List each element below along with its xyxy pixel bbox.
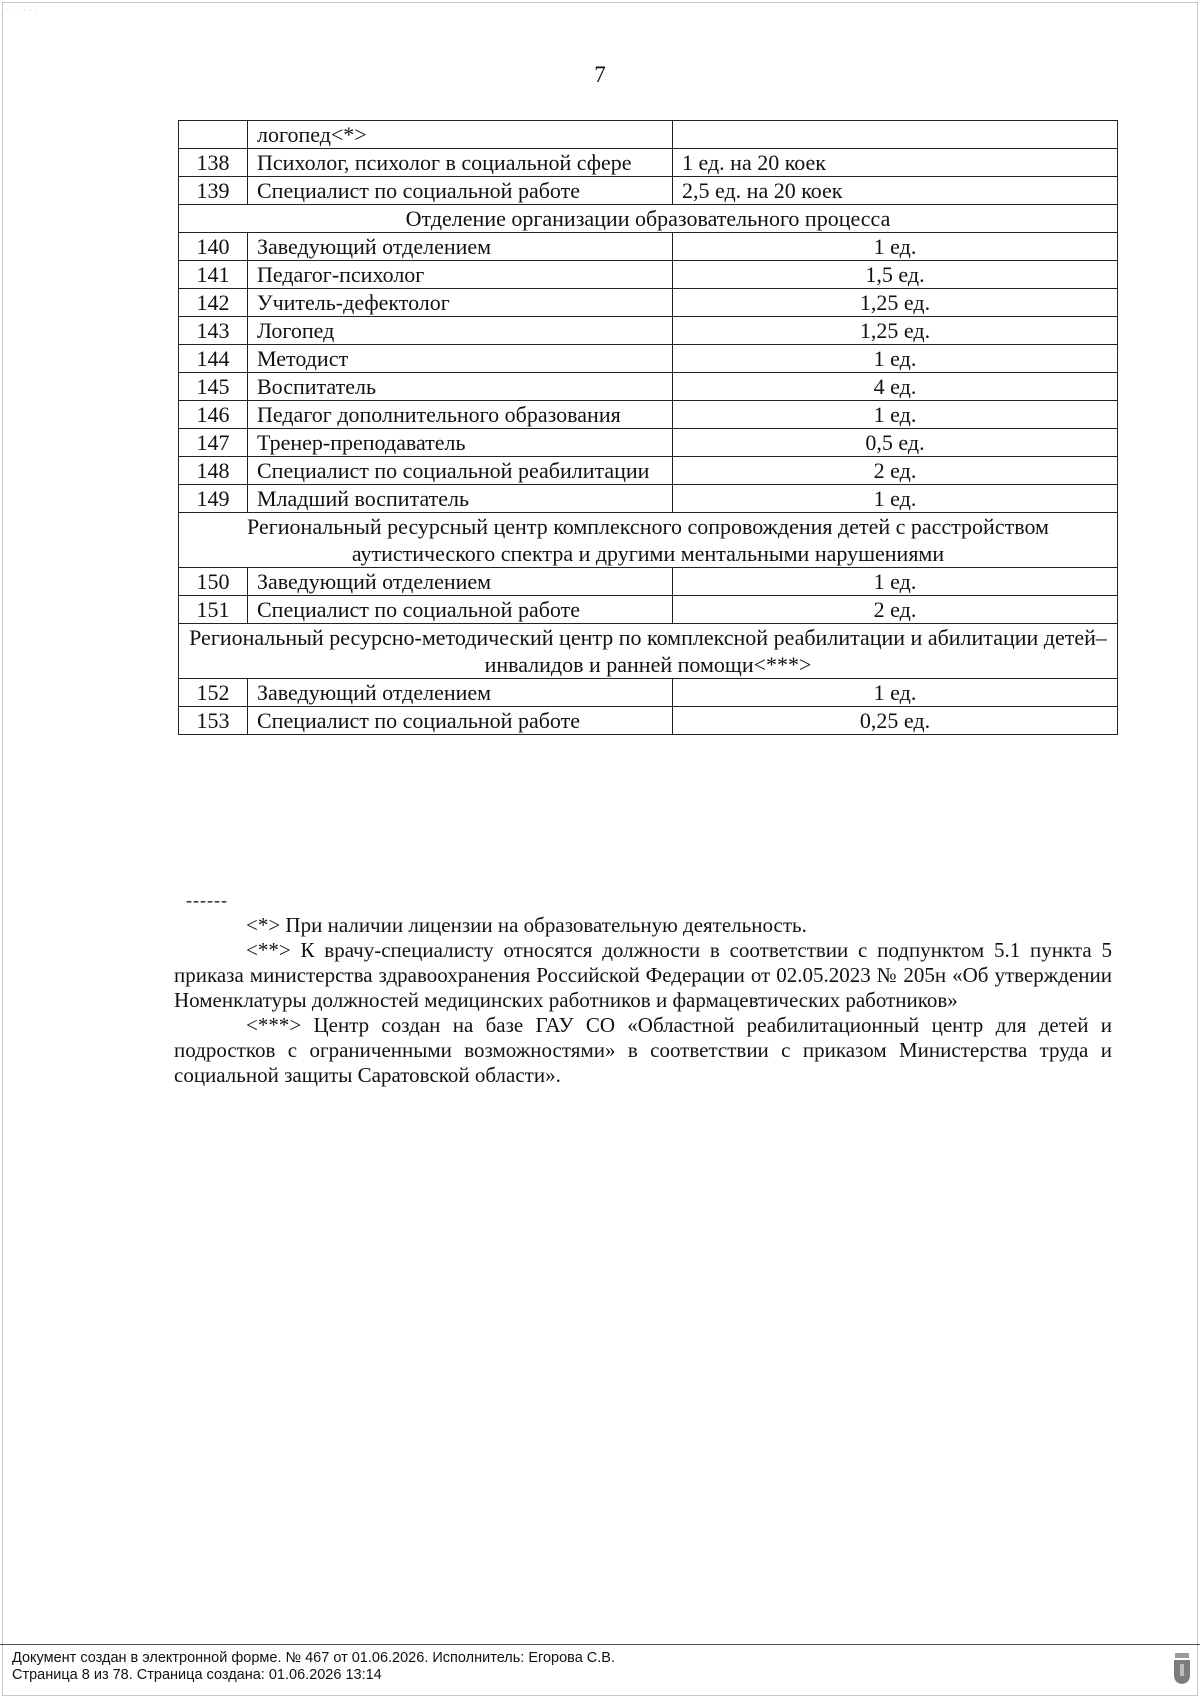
footnote-1: <*> При наличии лицензии на образовательную деятельность.	[246, 913, 807, 937]
table-row	[179, 373, 1118, 401]
staffing-table	[178, 120, 1118, 735]
footnote-3: <***> Центр создан на базе ГАУ СО «Областной реабилитационный центр для детей и подростков с ограниченными возможностями» в соответствии с приказом Министерства труда и социальной защиты Саратовской области».	[174, 1013, 1112, 1087]
position-title: логопед<*>	[248, 121, 673, 149]
row-number: 147	[179, 429, 248, 457]
table-row	[179, 707, 1118, 735]
footnote-2: <**> К врачу-специалисту относятся должности в соответствии с подпунктом 5.1 пункта 5 приказа министерства здравоохранения Российской Федерации от 02.05.2023 № 205н «Об утверждении Номенклатуры должностей медицинских работников и фармацевтических работников»	[174, 938, 1112, 1012]
footnotes	[174, 913, 1112, 1088]
row-number: 144	[179, 345, 248, 373]
row-number: 141	[179, 261, 248, 289]
section-header-row	[179, 513, 1118, 568]
row-number: 148	[179, 457, 248, 485]
staff-norm: 1,25 ед.	[673, 317, 1118, 345]
section-title: Региональный ресурсный центр комплексного сопровождения детей с расстройством аутистического спектра и другими ментальными нарушениями	[179, 513, 1118, 568]
table-row	[179, 429, 1118, 457]
table-row	[179, 568, 1118, 596]
position-title: Младший воспитатель	[248, 485, 673, 513]
position-title: Педагог дополнительного образования	[248, 401, 673, 429]
row-number: 142	[179, 289, 248, 317]
table-row	[179, 149, 1118, 177]
electronic-document-stamp	[0, 1644, 1200, 1699]
position-title: Педагог-психолог	[248, 261, 673, 289]
position-title: Специалист по социальной реабилитации	[248, 457, 673, 485]
position-title: Заведующий отделением	[248, 233, 673, 261]
section-header-row	[179, 624, 1118, 679]
row-number	[179, 121, 248, 149]
staff-norm: 1 ед.	[673, 568, 1118, 596]
row-number: 139	[179, 177, 248, 205]
stamp-line-2: Страница 8 из 78. Страница создана: 01.06.2026 13:14	[12, 1667, 382, 1683]
position-title: Учитель-дефектолог	[248, 289, 673, 317]
staff-norm: 2,5 ед. на 20 коек	[673, 177, 1118, 205]
staff-norm: 1 ед.	[673, 679, 1118, 707]
staff-norm: 1,5 ед.	[673, 261, 1118, 289]
staff-norm: 1 ед.	[673, 401, 1118, 429]
table-row	[179, 457, 1118, 485]
staff-norm: 2 ед.	[673, 596, 1118, 624]
table-row	[179, 121, 1118, 149]
table-row	[179, 317, 1118, 345]
row-number: 153	[179, 707, 248, 735]
position-title: Заведующий отделением	[248, 679, 673, 707]
position-title: Воспитатель	[248, 373, 673, 401]
position-title: Психолог, психолог в социальной сфере	[248, 149, 673, 177]
row-number: 140	[179, 233, 248, 261]
staff-norm: 0,5 ед.	[673, 429, 1118, 457]
staff-norm	[673, 121, 1118, 149]
position-title: Заведующий отделением	[248, 568, 673, 596]
table-row	[179, 289, 1118, 317]
coat-of-arms-icon	[1172, 1651, 1192, 1685]
section-title: Региональный ресурсно-методический центр по комплексной реабилитации и абилитации детей–инвалидов и ранней помощи<***>	[179, 624, 1118, 679]
table-row	[179, 345, 1118, 373]
table-row	[179, 401, 1118, 429]
staff-norm: 1 ед. на 20 коек	[673, 149, 1118, 177]
staff-norm: 2 ед.	[673, 457, 1118, 485]
row-number: 145	[179, 373, 248, 401]
staff-norm: 1,25 ед.	[673, 289, 1118, 317]
section-header-row	[179, 205, 1118, 233]
row-number: 152	[179, 679, 248, 707]
position-title: Тренер-преподаватель	[248, 429, 673, 457]
table-row	[179, 177, 1118, 205]
staff-norm: 1 ед.	[673, 233, 1118, 261]
page-number: 7	[594, 62, 606, 87]
row-number: 149	[179, 485, 248, 513]
table-row	[179, 233, 1118, 261]
stamp-line-1: Документ создан в электронной форме. № 467 от 01.06.2026. Исполнитель: Егорова С.В.	[12, 1650, 616, 1666]
position-title: Специалист по социальной работе	[248, 707, 673, 735]
footnote-separator: ------	[186, 890, 228, 910]
position-title: Логопед	[248, 317, 673, 345]
staff-norm: 1 ед.	[673, 485, 1118, 513]
row-number: 143	[179, 317, 248, 345]
table-row	[179, 485, 1118, 513]
row-number: 150	[179, 568, 248, 596]
position-title: Специалист по социальной работе	[248, 177, 673, 205]
table-row	[179, 596, 1118, 624]
row-number: 151	[179, 596, 248, 624]
staff-norm: 4 ед.	[673, 373, 1118, 401]
position-title: Специалист по социальной работе	[248, 596, 673, 624]
position-title: Методист	[248, 345, 673, 373]
staff-norm: 1 ед.	[673, 345, 1118, 373]
scan-noise: · · · · · ·	[6, 6, 38, 16]
table-row	[179, 679, 1118, 707]
section-title: Отделение организации образовательного процесса	[179, 205, 1118, 233]
row-number: 146	[179, 401, 248, 429]
table-row	[179, 261, 1118, 289]
staff-norm: 0,25 ед.	[673, 707, 1118, 735]
row-number: 138	[179, 149, 248, 177]
